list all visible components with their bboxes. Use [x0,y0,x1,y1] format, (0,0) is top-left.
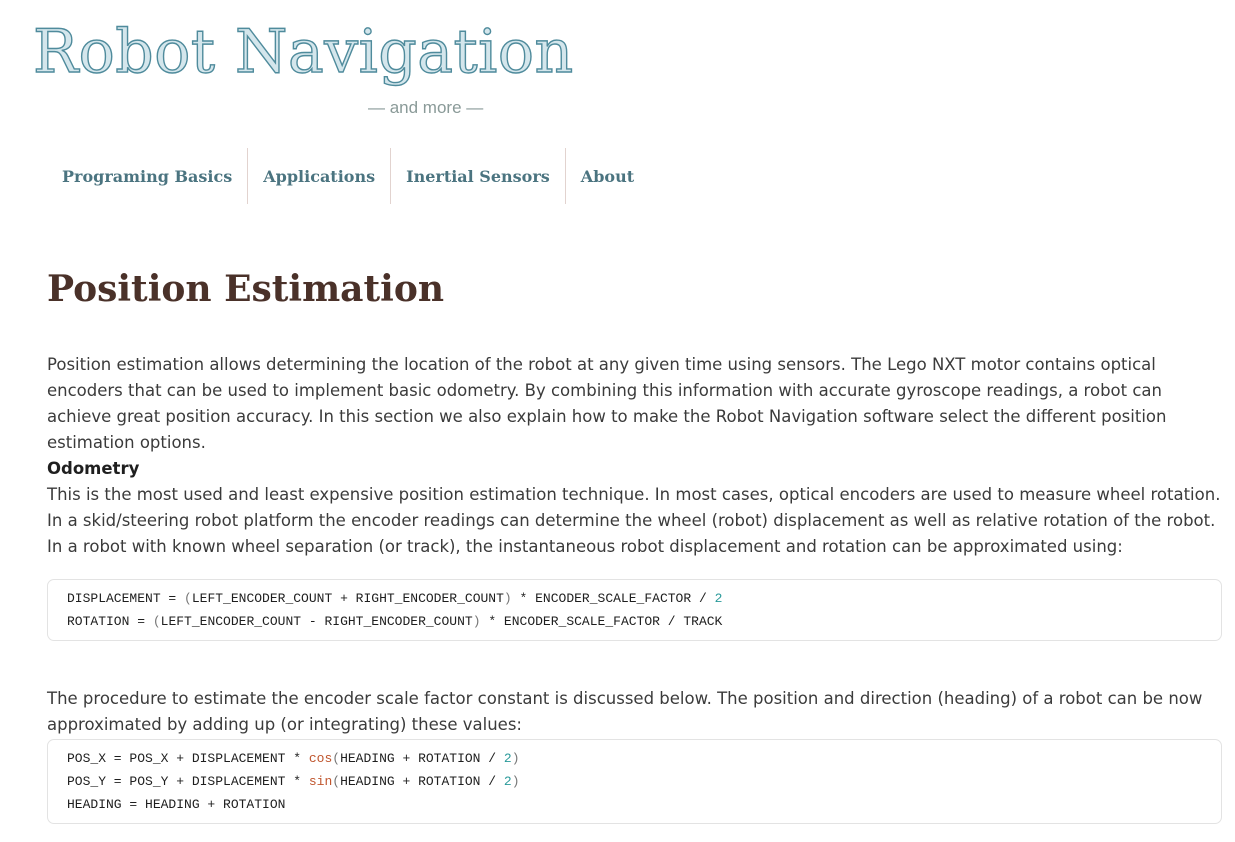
site-title[interactable]: Robot Navigation [33,17,574,87]
intro-paragraph: Position estimation allows determining the location of the robot at any given time using sensors. The Lego NXT motor contains optical encoders that can be used to implement basic odometry. By combining this information with accurate gyroscope readings, a robot can achieve great position accuracy. In this section we also explain how to make the Robot Navigation software select the different position estimation options. [47,355,1167,452]
site-tagline: — and more — [368,98,484,117]
odometry-heading: Odometry [47,459,140,478]
code-text: HEADING = HEADING + ROTATION [67,797,286,812]
code-function: sin [308,774,333,789]
code-paren: ) [511,774,520,789]
code-text: * ENCODER_SCALE_FACTOR / TRACK [480,614,723,629]
page-title: Position Estimation [47,268,445,310]
code-line [67,747,1202,770]
code-block-displacement [47,579,1222,641]
code-paren: ( [152,614,161,629]
code-paren: ) [503,591,512,606]
article-content [47,352,1223,824]
code-line [67,610,1202,633]
code-text: DISPLACEMENT = [67,591,185,606]
code-block-position [47,739,1222,824]
procedure-paragraph: The procedure to estimate the encoder scale factor constant is discussed below. The position and direction (heading) of a robot can be now approximated by adding up (or integrating) these values: [47,689,1203,734]
code-number: 2 [503,774,512,789]
nav-item-about[interactable]: About [565,148,649,204]
code-function: cos [308,751,333,766]
code-paren: ) [472,614,481,629]
main-nav [47,148,649,204]
code-text: * ENCODER_SCALE_FACTOR / [511,591,715,606]
code-line [67,793,1202,816]
code-text: ROTATION = [67,614,153,629]
code-paren: ) [511,751,520,766]
code-text: HEADING + ROTATION / [340,751,504,766]
code-text: LEFT_ENCODER_COUNT - RIGHT_ENCODER_COUNT [160,614,473,629]
nav-item-applications[interactable]: Applications [247,148,390,204]
code-paren: ( [332,774,341,789]
code-text: POS_X = POS_X + DISPLACEMENT * [67,751,309,766]
odometry-paragraph: This is the most used and least expensive position estimation technique. In most cases, optical encoders are used to measure wheel rotation. In a skid/steering robot platform the encoder readings can determine the wheel (robot) displacement as well as relative rotation of the robot. In a robot with known wheel separation (or track), the instantaneous robot displacement and rotation can be approximated using: [47,485,1221,556]
code-text: POS_Y = POS_Y + DISPLACEMENT * [67,774,309,789]
code-paren: ( [332,751,341,766]
code-line [67,770,1202,793]
code-number: 2 [503,751,512,766]
code-number: 2 [714,591,723,606]
nav-item-inertial-sensors[interactable]: Inertial Sensors [390,148,565,204]
code-line [67,587,1202,610]
code-paren: ( [184,591,192,606]
code-text: HEADING + ROTATION / [340,774,504,789]
nav-item-programing-basics[interactable]: Programing Basics [62,166,233,186]
code-text: LEFT_ENCODER_COUNT + RIGHT_ENCODER_COUNT [191,591,504,606]
